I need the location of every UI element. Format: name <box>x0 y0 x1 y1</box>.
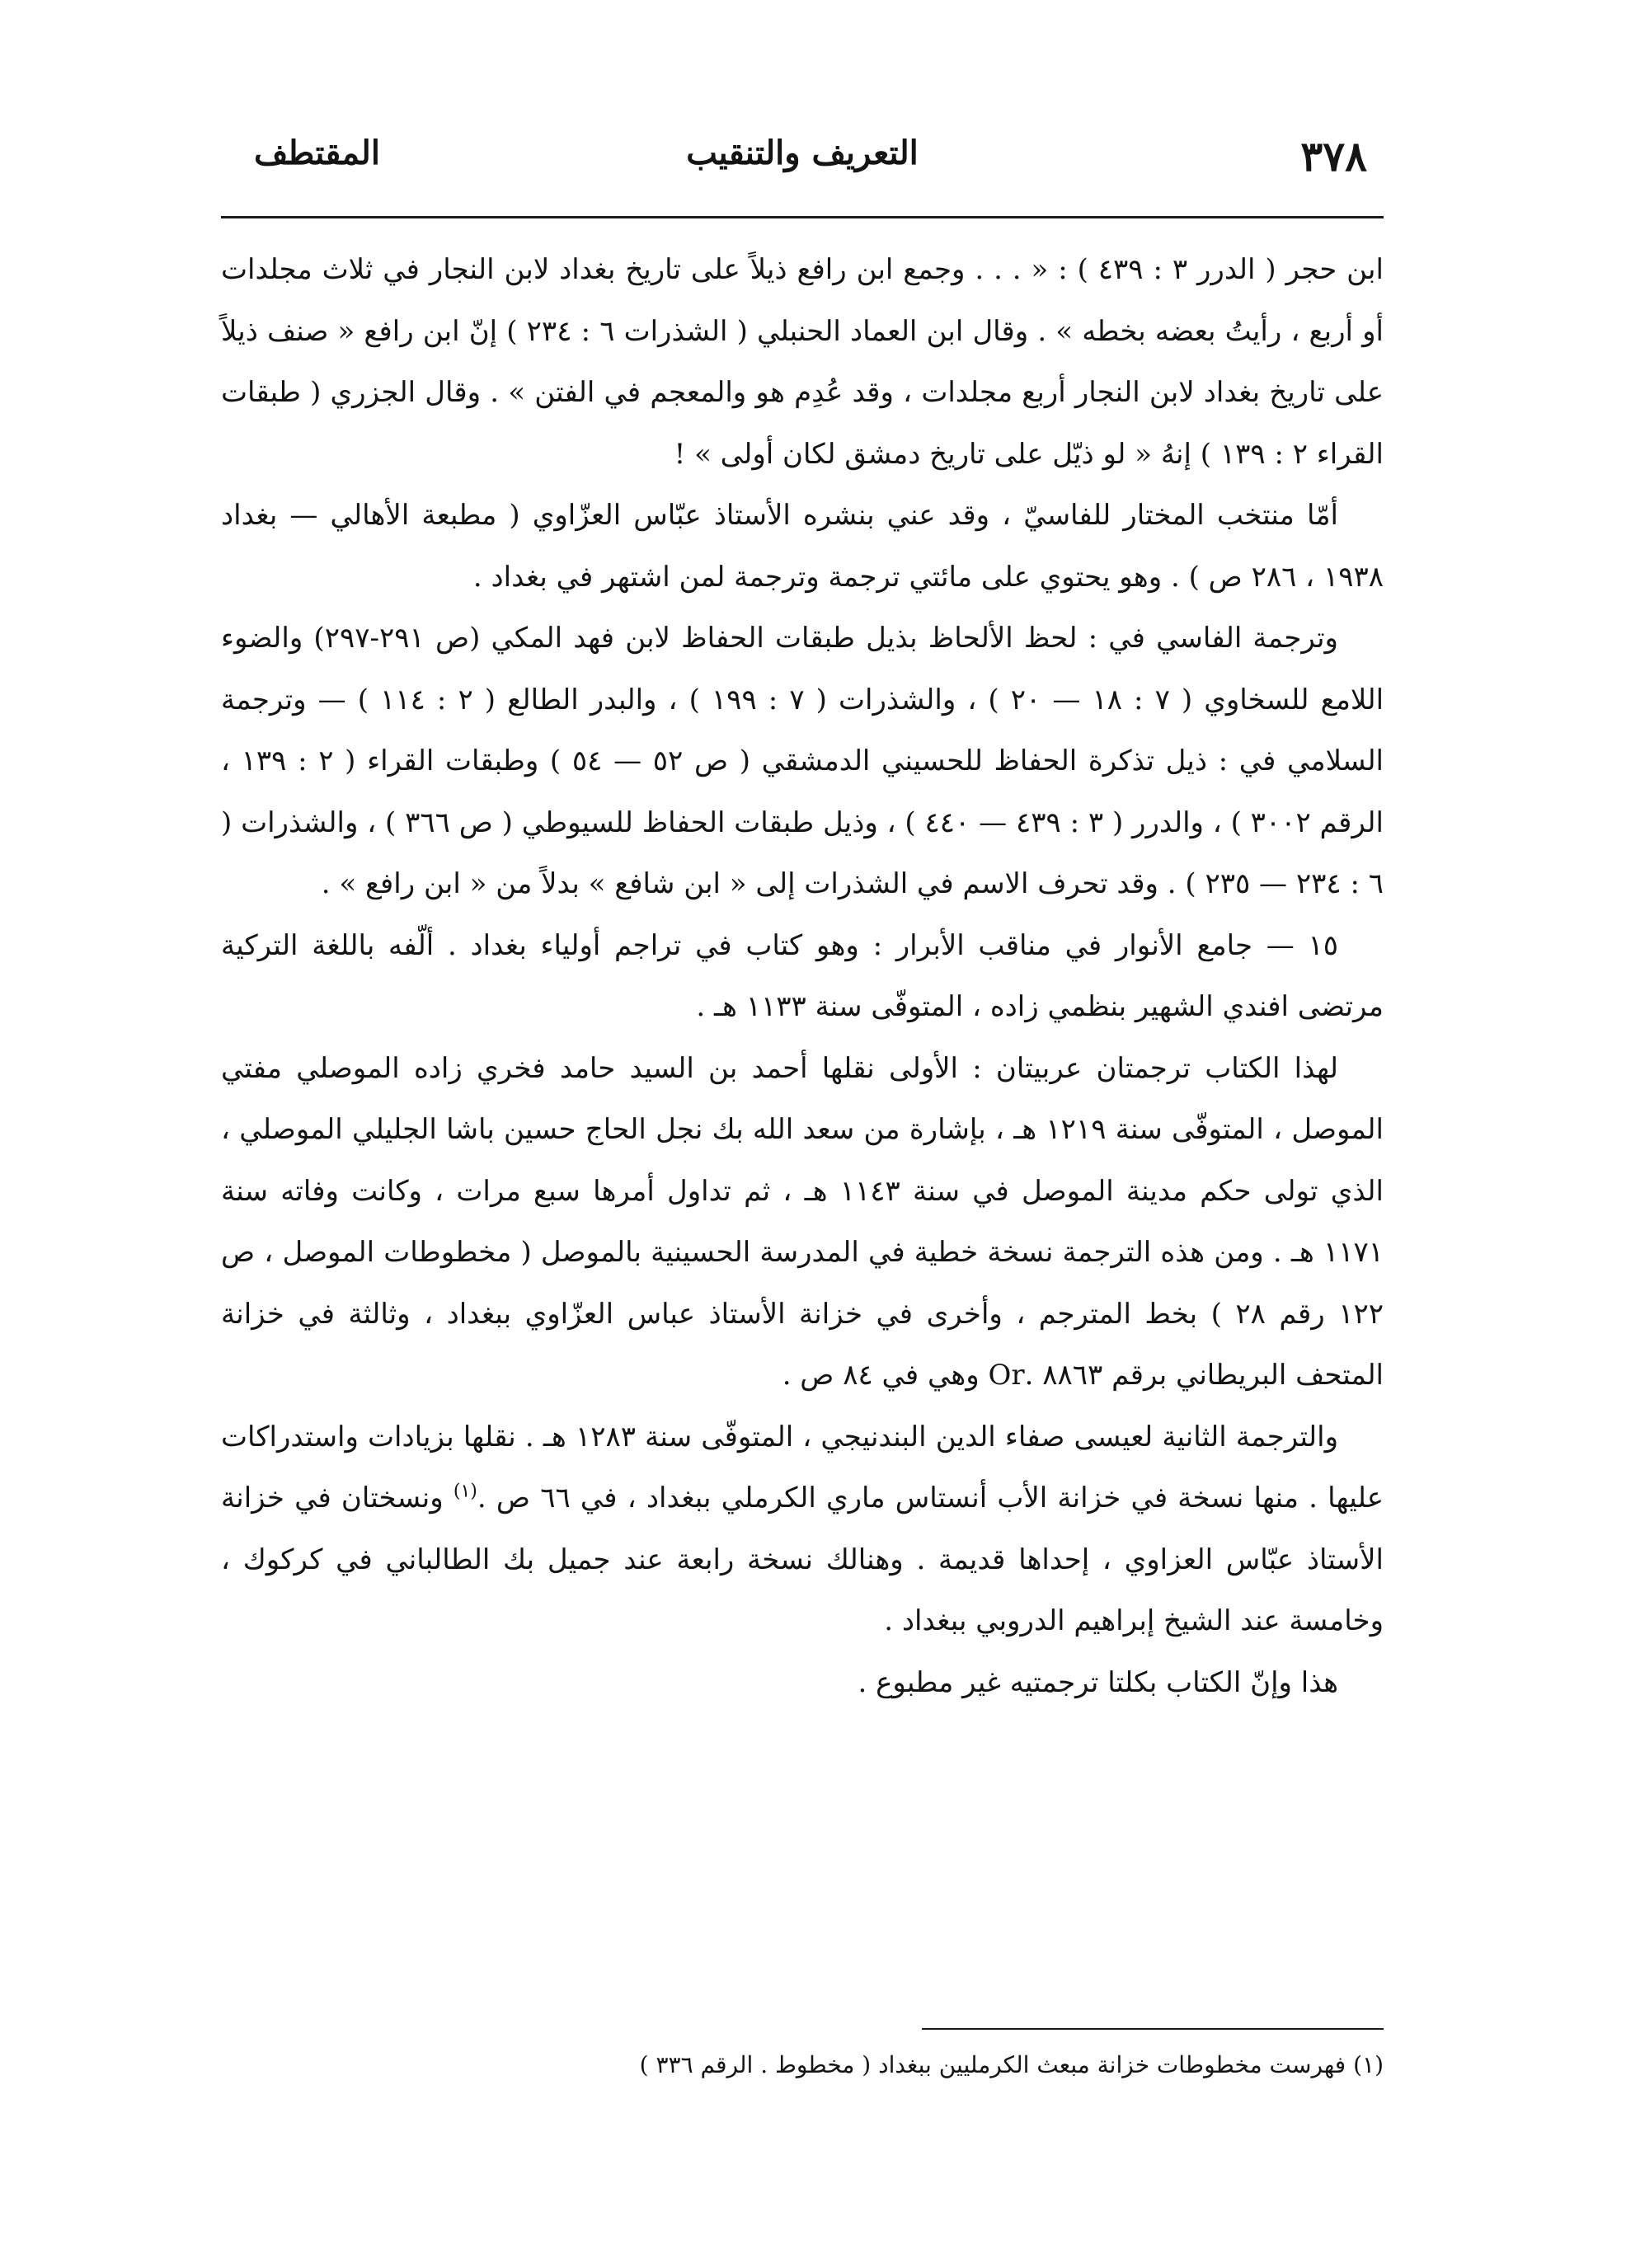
paragraph-6 <box>221 1406 1384 1652</box>
paragraph-3-main: وترجمة الفاسي في : لحظ الألحاظ بذيل طبقات الحفاظ لابن فهد المكي (ص ٢٩١-٢٩٧) والضوء اللامع للسخاوي ( ٧ : ١٨ — ٢٠ ) ، والشذرات ( ٧ : ١٩٩ ) ، والبدر الطالع ( ٢ : ١١٤ ) <box>221 622 1384 716</box>
footnote-divider <box>922 2028 1384 2030</box>
footnote: (١) فهرست مخطوطات خزانة مبعث الكرمليين ببغداد ( مخطوط . الرقم ٣٣٦ ) <box>639 2051 1384 2078</box>
paragraph-2: أمّا منتخب المختار للفاسيّ ، وقد عني بنشره الأستاذ عبّاس العزّاوي ( مطبعة الأهالي — بغداد ١٩٣٨ ، ٢٨٦ ص ) . وهو يحتوي على مائتي ترجمة وترجمة لمن اشتهر في بغداد . <box>221 499 1384 594</box>
paragraph-1: ابن حجر ( الدرر ٣ : ٤٣٩ ) : « . . . وجمع ابن رافع ذيلاً على تاريخ بغداد لابن النجار في ثلاث مجلدات أو أربع ، رأيتُ بعضه بخطه » . وقال ابن العماد الحنبلي ( الشذرات ٦ : ٢٣٤ ) إنّ ابن رافع « صنف ذيلاً على تاريخ بغداد لابن النجار أربع مجلدات ، وقد عُدِم هو والمعجم في الفتن » . وقال الجزري ( طبقات القراء ٢ : ١٣٩ ) إنهُ « لو ذيّل على تاريخ دمشق لكان أولى » ! <box>221 253 1384 471</box>
paragraph-6-main: والترجمة الثانية لعيسى صفاء الدين البندنيجي ، المتوفّى سنة ١٢٨٣ هـ . نقلها بزيادات واستدراكات عليها . منها نسخة في خزانة الأب أنستاس ماري الكرملي ببغداد ، في ٦٦ ص . <box>221 1420 1384 1514</box>
footnote-reference: (١) <box>453 1481 477 1502</box>
paragraph-4: ١٥ — جامع الأنوار في مناقب الأبرار : وهو كتاب في تراجم أولياء بغداد . ألّفه باللغة التركية مرتضى افندي الشهير بنظمي زاده ، المتوفّى سنة ١١٣٣ هـ . <box>221 928 1384 1023</box>
journal-title: المقتطف <box>254 134 380 172</box>
paragraph-3 <box>221 608 1384 915</box>
paragraph-6-rest: ونسختان في خزانة الأستاذ عبّاس العزاوي ، إحداها قديمة . وهنالك نسخة رابعة عند جميل بك الطالباني في كركوك ، وخامسة عند الشيخ إبراهيم الدروبي ببغداد . <box>221 1481 1384 1637</box>
paragraph-3-rest: — وترجمة السلامي في : ذيل تذكرة الحفاظ للحسيني الدمشقي ( ص ٥٢ — ٥٤ ) وطبقات القراء ( ٢ : ١٣٩ ، الرقم ٣٠٠٢ ) ، والدرر ( ٣ : ٤٣٩ — ٤٤٠ ) ، وذيل طبقات الحفاظ للسيوطي ( ص ٣٦٦ ) ، والشذرات ( ٦ : ٢٣٤ — ٢٣٥ ) . وقد تحرف الاسم في الشذرات إلى « ابن شافع » بدلاً من « ابن رافع » . <box>221 683 1384 900</box>
header-divider <box>221 216 1384 218</box>
running-head <box>221 124 1384 190</box>
body-text <box>221 239 1384 1713</box>
paragraph-5: لهذا الكتاب ترجمتان عربيتان : الأولى نقلها أحمد بن السيد حامد فخري زاده الموصلي مفتي الموصل ، المتوفّى سنة ١٢١٩ هـ ، بإشارة من سعد الله بك نجل الحاج حسين باشا الجليلي الموصلي ، الذي تولى حكم مدينة الموصل في سنة ١١٤٣ هـ ، ثم تداول أمرها سبع مرات ، وكانت وفاته سنة ١١٧١ هـ . ومن هذه الترجمة نسخة خطية في المدرسة الحسينية بالموصل ( مخطوطات الموصل ، ص ١٢٢ رقم ٢٨ ) بخط المترجم ، وأخرى في خزانة الأستاذ عباس العزّاوي ببغداد ، وثالثة في خزانة المتحف البريطاني برقم ٨٨٦٣ .Or وهي في ٨٤ ص . <box>221 1051 1384 1392</box>
section-title: التعريف والتنقيب <box>686 134 919 172</box>
page-number: ٣٧٨ <box>1300 132 1367 181</box>
paragraph-7: هذا وإنّ الكتاب بكلتا ترجمتيه غير مطبوع . <box>858 1665 1338 1699</box>
document-page <box>221 124 1384 2168</box>
